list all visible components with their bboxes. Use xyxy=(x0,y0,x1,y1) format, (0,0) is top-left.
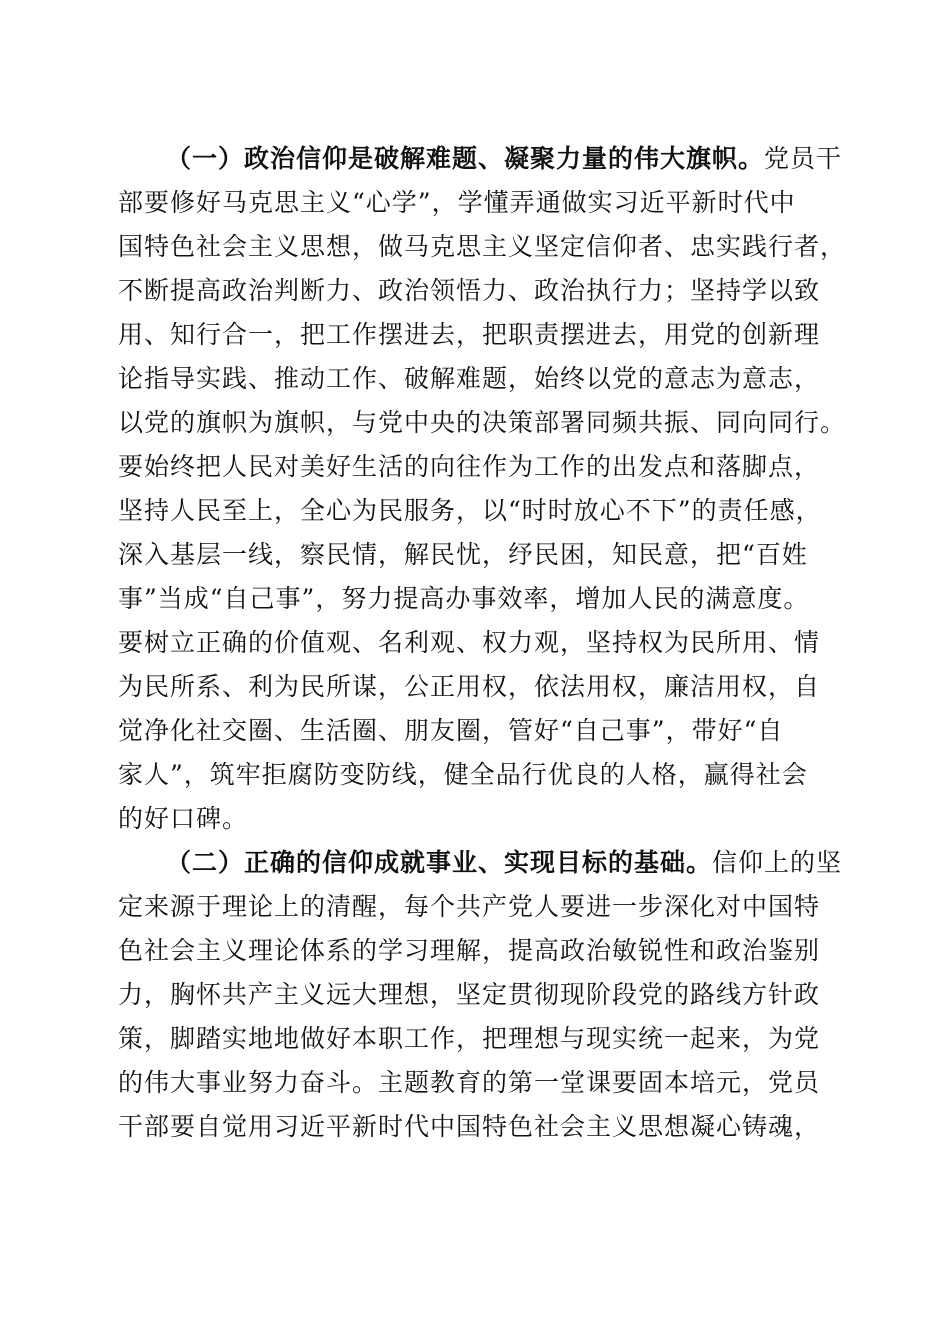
paragraph-1-first-line xyxy=(166,137,842,181)
text-line: 力，胸怀共产主义远大理想，坚定贯彻现阶段党的路线方针政 xyxy=(118,980,821,1009)
section-2-first-line-rest: 信仰上的坚 xyxy=(712,848,843,877)
text-line: 干部要自觉用习近平新时代中国特色社会主义思想凝心铸魂， xyxy=(118,1112,821,1141)
text-line: 用、知行合一，把工作摆进去，把职责摆进去，用党的创新理 xyxy=(118,320,821,349)
text-line: 部要修好马克思主义“心学”，学懂弄通做实习近平新时代中 xyxy=(118,188,796,217)
text-line: 觉净化社交圈、生活圈、朋友圈，管好“自己事”，带好“自 xyxy=(118,716,784,745)
text-line: 要树立正确的价值观、名利观、权力观，坚持权为民所用、情 xyxy=(118,628,821,657)
text-line: 坚持人民至上，全心为民服务，以“时时放心不下”的责任感， xyxy=(118,496,822,525)
text-line: 策，脚踏实地地做好本职工作，把理想与现实统一起来，为党 xyxy=(118,1024,821,1053)
text-line: 不断提高政治判断力、政治领悟力、政治执行力；坚持学以致 xyxy=(118,276,821,305)
text-line: 家人”，筑牢拒腐防变防线，健全品行优良的人格，赢得社会 xyxy=(118,760,808,789)
section-1-heading: （一）政治信仰是破解难题、凝聚力量的伟大旗帜。 xyxy=(166,144,765,173)
text-line: 色社会主义理论体系的学习理解，提高政治敏锐性和政治鉴别 xyxy=(118,936,821,965)
text-line: 论指导实践、推动工作、破解难题，始终以党的意志为意志， xyxy=(118,364,821,393)
text-line: 以党的旗帜为旗帜，与党中央的决策部署同频共振、同向同行。 xyxy=(118,408,847,437)
text-line: 事”当成“自己事”，努力提高办事效率，增加人民的满意度。 xyxy=(118,584,810,613)
text-line: 定来源于理论上的清醒，每个共产党人要进一步深化对中国特 xyxy=(118,892,821,921)
text-line: 深入基层一线，察民情，解民忧，纾民困，知民意，把“百姓 xyxy=(118,540,808,569)
section-1-first-line-rest: 党员干 xyxy=(764,144,843,173)
text-line: 要始终把人民对美好生活的向往作为工作的出发点和落脚点， xyxy=(118,452,821,481)
section-2-heading: （二）正确的信仰成就事业、实现目标的基础。 xyxy=(166,848,713,877)
paragraph-2-first-line xyxy=(166,841,842,885)
text-line: 国特色社会主义思想，做马克思主义坚定信仰者、忠实践行者， xyxy=(118,232,847,261)
text-line: 的伟大事业努力奋斗。主题教育的第一堂课要固本培元，党员 xyxy=(118,1068,821,1097)
text-line: 为民所系、利为民所谋，公正用权，依法用权，廉洁用权，自 xyxy=(118,672,821,701)
text-line: 的好口碑。 xyxy=(118,804,249,833)
